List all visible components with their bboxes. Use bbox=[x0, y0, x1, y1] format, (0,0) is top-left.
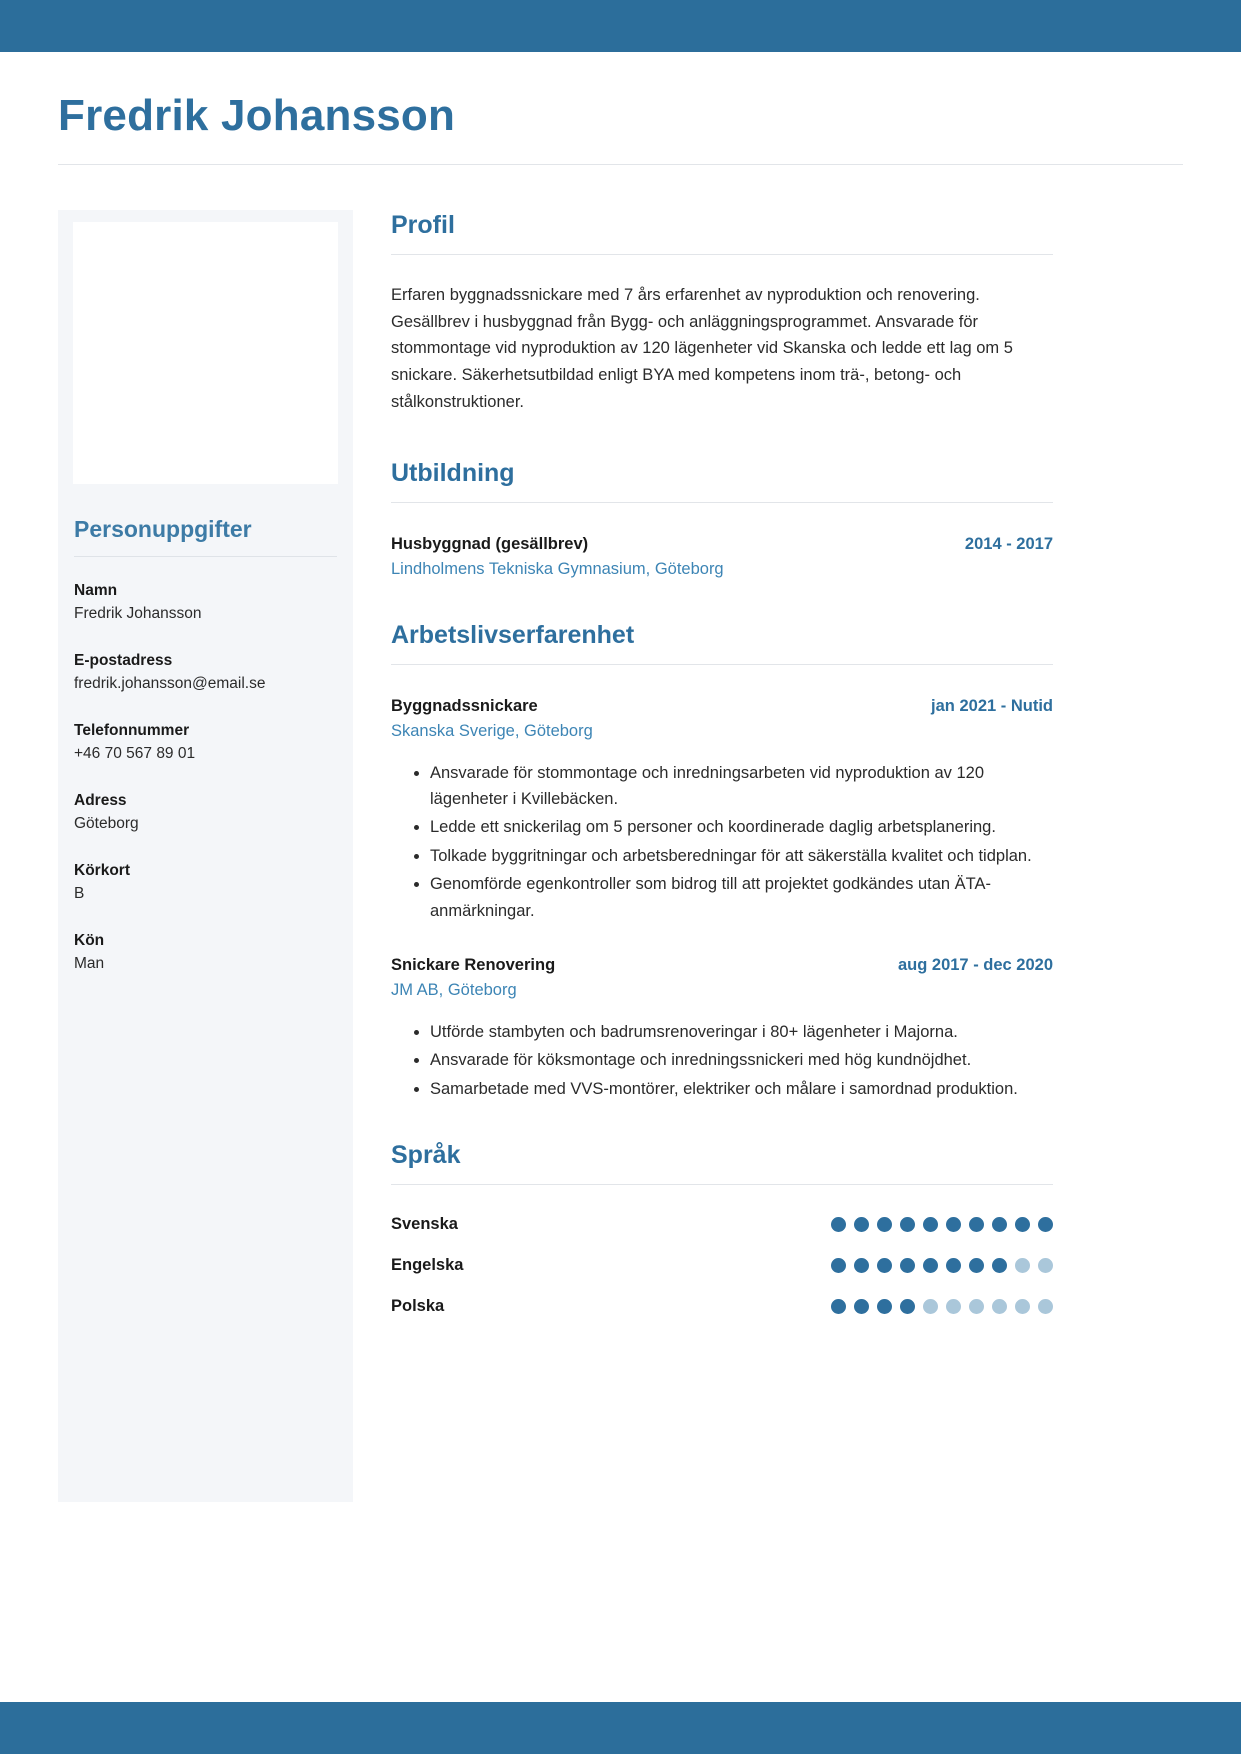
language-row-polska bbox=[391, 1297, 1053, 1316]
level-dot-empty bbox=[1015, 1299, 1030, 1314]
personal-field-adress bbox=[74, 789, 337, 837]
profile-photo-placeholder bbox=[73, 222, 338, 484]
entry-header-row bbox=[391, 533, 1053, 555]
level-dot-empty bbox=[946, 1299, 961, 1314]
level-dot-filled bbox=[969, 1258, 984, 1273]
language-level-dots bbox=[831, 1299, 1053, 1314]
level-dot-filled bbox=[900, 1299, 915, 1314]
field-label: E-postadress bbox=[74, 652, 173, 670]
level-dot-filled bbox=[1015, 1217, 1030, 1232]
experience-title: Snickare Renovering bbox=[391, 955, 556, 974]
field-value: Man bbox=[74, 955, 105, 973]
section-profil bbox=[391, 210, 1053, 416]
language-level-dots bbox=[831, 1258, 1053, 1273]
experience-employer: Skanska Sverige, Göteborg bbox=[391, 721, 593, 740]
list-item: • Ansvarade för stommontage och inredningsarbeten vid nyproduktion av 120 lägenheter i Kvillebäcken. bbox=[430, 760, 1053, 813]
language-list bbox=[391, 1215, 1053, 1316]
entry-header-row bbox=[391, 954, 1053, 976]
personal-field-namn bbox=[74, 579, 337, 627]
personal-field-korkort bbox=[74, 859, 337, 907]
level-dot-empty bbox=[992, 1299, 1007, 1314]
section-heading-sprak: Språk bbox=[391, 1141, 461, 1170]
level-dot-filled bbox=[900, 1217, 915, 1232]
level-dot-empty bbox=[1015, 1258, 1030, 1273]
level-dot-filled bbox=[969, 1217, 984, 1232]
personal-field-telefonnummer bbox=[74, 719, 337, 767]
language-level-dots bbox=[831, 1217, 1053, 1232]
list-item: • Samarbetade med VVS-montörer, elektriker och målare i samordnad produktion. bbox=[430, 1076, 1053, 1102]
field-value: Fredrik Johansson bbox=[74, 605, 202, 623]
section-heading-profil: Profil bbox=[391, 211, 455, 239]
language-row-svenska bbox=[391, 1215, 1053, 1234]
language-name: Engelska bbox=[391, 1256, 464, 1275]
level-dot-filled bbox=[831, 1299, 846, 1314]
entry-header-row bbox=[391, 695, 1053, 717]
experience-bullets bbox=[391, 760, 1053, 924]
field-label: Kön bbox=[74, 932, 105, 950]
education-date: 2014 - 2017 bbox=[964, 534, 1053, 553]
section-divider bbox=[391, 254, 1053, 255]
sidebar-section-title: Personuppgifter bbox=[74, 516, 252, 542]
level-dot-filled bbox=[854, 1299, 869, 1314]
level-dot-filled bbox=[831, 1258, 846, 1273]
experience-title: Byggnadssnickare bbox=[391, 696, 538, 715]
list-item: • Genomförde egenkontroller som bidrog till att projektet godkändes utan ÄTA-anmärkningar. bbox=[430, 871, 1053, 924]
level-dot-filled bbox=[854, 1217, 869, 1232]
field-value: fredrik.johansson@email.se bbox=[74, 675, 266, 693]
level-dot-filled bbox=[923, 1217, 938, 1232]
page-title: Fredrik Johansson bbox=[58, 91, 456, 140]
profile-summary-text: Erfaren byggnadssnickare med 7 års erfarenhet av nyproduktion och renovering. Gesällbrev i husbyggnad från Bygg- och anläggningsprogrammet. Ansvarade för stommontage vid nyproduktion av 120 lägenheter vid Skanska och ledde ett lag om 5 snickare. Säkerhetsutbildad enligt BYA med kompetens inom trä-, betong- och stålkonstruktioner. bbox=[391, 286, 1013, 411]
list-item: • Ledde ett snickerilag om 5 personer och koordinerade daglig arbetsplanering. bbox=[430, 814, 1053, 840]
field-label: Körkort bbox=[74, 862, 130, 880]
section-sprak bbox=[391, 1140, 1053, 1316]
section-arbetslivserfarenhet bbox=[391, 620, 1053, 1103]
list-item: • Utförde stambyten och badrumsrenoveringar i 80+ lägenheter i Majorna. bbox=[430, 1019, 1053, 1045]
field-label: Namn bbox=[74, 582, 118, 599]
sidebar bbox=[58, 210, 353, 1502]
level-dot-filled bbox=[854, 1258, 869, 1273]
education-title: Husbyggnad (gesällbrev) bbox=[391, 534, 589, 553]
field-label: Adress bbox=[74, 792, 127, 810]
top-accent-bar bbox=[0, 0, 1241, 52]
level-dot-filled bbox=[946, 1258, 961, 1273]
level-dot-empty bbox=[1038, 1258, 1053, 1273]
personal-field-kon bbox=[74, 929, 337, 977]
section-divider bbox=[391, 664, 1053, 665]
language-name: Polska bbox=[391, 1297, 445, 1316]
section-utbildning bbox=[391, 458, 1053, 582]
field-value: B bbox=[74, 885, 85, 903]
level-dot-filled bbox=[900, 1258, 915, 1273]
level-dot-filled bbox=[1038, 1217, 1053, 1232]
experience-date: aug 2017 - dec 2020 bbox=[897, 955, 1053, 974]
section-heading-utbildning: Utbildning bbox=[391, 458, 515, 487]
level-dot-filled bbox=[946, 1217, 961, 1232]
level-dot-filled bbox=[992, 1258, 1007, 1273]
level-dot-filled bbox=[877, 1258, 892, 1273]
section-heading-arbetslivserfarenhet: Arbetslivserfarenhet bbox=[391, 620, 635, 649]
main-content bbox=[391, 210, 1053, 1338]
level-dot-empty bbox=[1038, 1299, 1053, 1314]
section-divider bbox=[391, 502, 1053, 503]
education-institution: Lindholmens Tekniska Gymnasium, Göteborg bbox=[391, 559, 724, 578]
section-divider bbox=[391, 1184, 1053, 1185]
language-name: Svenska bbox=[391, 1215, 458, 1234]
experience-bullets bbox=[391, 1019, 1053, 1102]
experience-date: jan 2021 - Nutid bbox=[931, 696, 1053, 715]
language-row-engelska bbox=[391, 1256, 1053, 1275]
list-item: • Ansvarade för köksmontage och inredningssnickeri med hög kundnöjdhet. bbox=[430, 1047, 1053, 1073]
sidebar-title-divider bbox=[74, 556, 337, 557]
level-dot-filled bbox=[992, 1217, 1007, 1232]
list-item: • Tolkade byggritningar och arbetsberedningar för att säkerställa kvalitet och tidplan. bbox=[430, 843, 1053, 869]
bottom-accent-bar bbox=[0, 1702, 1241, 1754]
field-label: Telefonnummer bbox=[74, 722, 190, 740]
level-dot-filled bbox=[923, 1258, 938, 1273]
field-value: Göteborg bbox=[74, 815, 139, 833]
experience-entry bbox=[391, 695, 1053, 924]
header-divider bbox=[58, 164, 1183, 165]
level-dot-empty bbox=[969, 1299, 984, 1314]
personal-field-epostadress bbox=[74, 649, 337, 697]
experience-entry bbox=[391, 954, 1053, 1102]
level-dot-filled bbox=[877, 1299, 892, 1314]
name-header bbox=[58, 90, 1183, 165]
education-entry bbox=[391, 533, 1053, 582]
experience-employer: JM AB, Göteborg bbox=[391, 981, 517, 1000]
level-dot-filled bbox=[831, 1217, 846, 1232]
field-value: +46 70 567 89 01 bbox=[74, 745, 196, 763]
level-dot-empty bbox=[923, 1299, 938, 1314]
level-dot-filled bbox=[877, 1217, 892, 1232]
